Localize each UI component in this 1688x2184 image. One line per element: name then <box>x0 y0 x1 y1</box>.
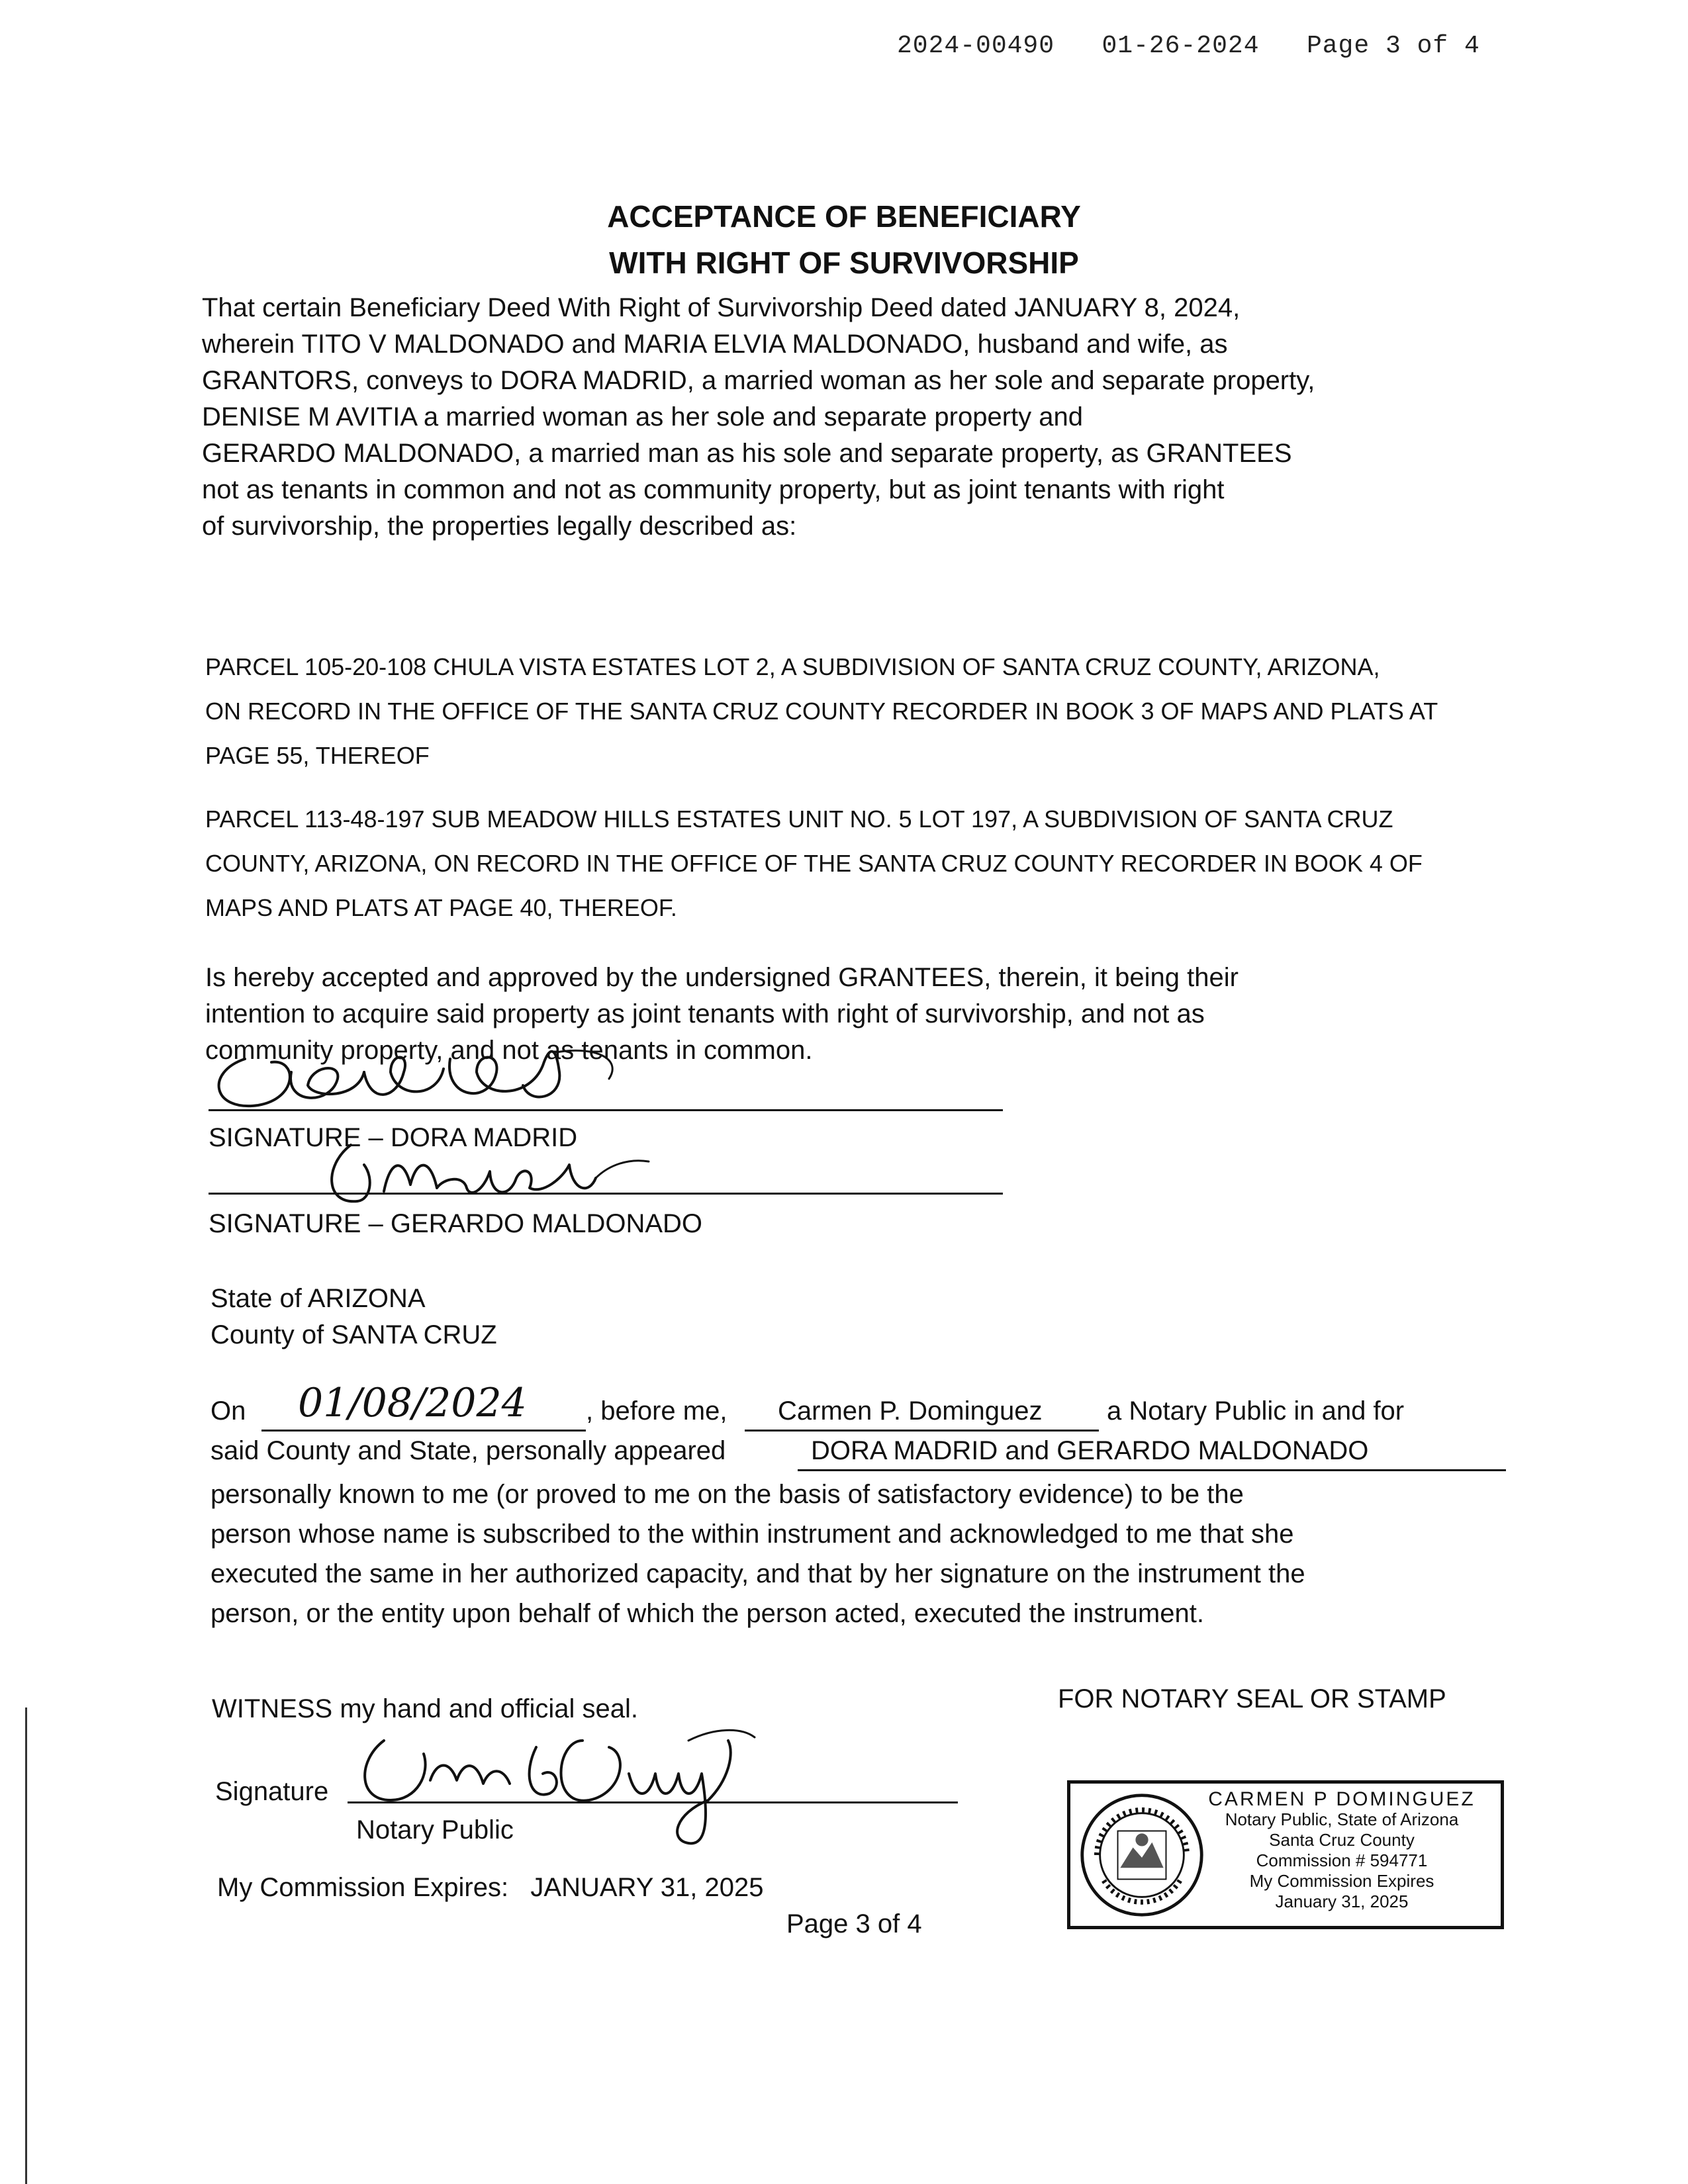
commission-block <box>217 1870 764 1906</box>
signature-dora-madrid <box>199 1032 629 1118</box>
document-title-line1: ACCEPTANCE OF BENEFICIARY <box>607 199 1081 234</box>
scan-edge-mark <box>25 1707 27 2184</box>
acknowledgement-body <box>211 1475 1305 1633</box>
recording-header <box>897 32 1480 60</box>
parcel-line: PARCEL 105-20-108 CHULA VISTA ESTATES LOT 2, A SUBDIVISION OF SANTA CRUZ COUNTY, ARIZONA, <box>205 653 1380 680</box>
document-title-line2: WITH RIGHT OF SURVIVORSHIP <box>609 246 1079 280</box>
parcel-line: COUNTY, ARIZONA, ON RECORD IN THE OFFICE OF THE SANTA CRUZ COUNTY RECORDER IN BOOK 4 OF <box>205 850 1423 877</box>
signature-label: Signature <box>215 1777 329 1806</box>
date-fill-line <box>261 1430 586 1432</box>
intro-paragraph <box>202 290 1315 545</box>
appeared-prefix: said County and State, personally appeared <box>211 1436 726 1465</box>
notary-suffix: a Notary Public in and for <box>1107 1396 1405 1426</box>
seal-heading: FOR NOTARY SEAL OR STAMP <box>1058 1684 1446 1713</box>
acceptance-line: intention to acquire said property as joint tenants with right of survivorship, and not as <box>205 999 1205 1028</box>
acknowledgement-date: 01/08/2024 <box>298 1380 527 1426</box>
acknowledgement-line: executed the same in her authorized capacity, and that by her signature on the instrument the <box>211 1559 1305 1588</box>
acceptance-line: Is hereby accepted and approved by the undersigned GRANTEES, therein, it being their <box>205 963 1239 992</box>
recording-number: 2024-00490 <box>897 32 1055 60</box>
intro-line: GRANTORS, conveys to DORA MADRID, a married woman as her sole and separate property, <box>202 366 1315 395</box>
parcel-description-1 <box>205 655 1438 768</box>
parcel-line: MAPS AND PLATS AT PAGE 40, THEREOF. <box>205 894 677 921</box>
stamp-notary-name: CARMEN P DOMINGUEZ <box>1208 1788 1476 1810</box>
intro-line: wherein TITO V MALDONADO and MARIA ELVIA MALDONADO, husband and wife, as <box>202 330 1228 359</box>
stamp-line: My Commission Expires <box>1249 1871 1434 1891</box>
notary-name-fill-line <box>745 1430 1099 1432</box>
intro-line: of survivorship, the properties legally described as: <box>202 512 797 541</box>
commission-date: JANUARY 31, 2025 <box>530 1873 764 1902</box>
intro-line: That certain Beneficiary Deed With Right of Survivorship Deed dated JANUARY 8, 2024, <box>202 293 1241 322</box>
venue-block <box>211 1281 497 1353</box>
appeared-names: DORA MADRID and GERARDO MALDONADO <box>811 1436 1369 1465</box>
header-page-stamp: Page 3 of 4 <box>1306 32 1480 60</box>
notary-public-label: Notary Public <box>356 1815 514 1844</box>
witness-text: WITNESS my hand and official seal. <box>212 1694 638 1723</box>
acknowledgement-line: person whose name is subscribed to the within instrument and acknowledged to me that she <box>211 1520 1294 1549</box>
footer-page-number: Page 3 of 4 <box>786 1909 922 1938</box>
before-me-label: , before me, <box>586 1396 727 1426</box>
stamp-line: Commission # 594771 <box>1256 1850 1428 1870</box>
parcel-line: PARCEL 113-48-197 SUB MEADOW HILLS ESTATES UNIT NO. 5 LOT 197, A SUBDIVISION OF SANTA CRUZ <box>205 805 1393 833</box>
commission-label: My Commission Expires: <box>217 1873 509 1902</box>
stamp-line: January 31, 2025 <box>1275 1891 1409 1911</box>
notary-name-filled: Carmen P. Dominguez <box>778 1396 1043 1426</box>
venue-state: State of ARIZONA <box>211 1284 426 1313</box>
notary-stamp-text <box>1183 1789 1501 1912</box>
signature-label-dora: SIGNATURE – DORA MADRID <box>209 1123 578 1152</box>
acknowledgement-line: personally known to me (or proved to me on the basis of satisfactory evidence) to be the <box>211 1480 1244 1509</box>
signature-label-gerardo: SIGNATURE – GERARDO MALDONADO <box>209 1209 703 1238</box>
on-label: On <box>211 1396 246 1426</box>
notary-signature <box>357 1701 768 1853</box>
recording-date: 01-26-2024 <box>1102 32 1260 60</box>
appeared-fill-line <box>798 1469 1506 1471</box>
intro-line: not as tenants in common and not as community property, but as joint tenants with right <box>202 475 1225 504</box>
stamp-line: Santa Cruz County <box>1269 1830 1415 1850</box>
acceptance-line: community property, and not as tenants in common. <box>205 1036 813 1065</box>
acknowledgement-line: person, or the entity upon behalf of which the person acted, executed the instrument. <box>211 1599 1204 1628</box>
intro-line: GERARDO MALDONADO, a married man as his sole and separate property, as GRANTEES <box>202 439 1292 468</box>
stamp-line: Notary Public, State of Arizona <box>1225 1809 1459 1829</box>
parcel-description-2 <box>205 807 1423 920</box>
signature-gerardo-maldonado <box>311 1138 655 1218</box>
intro-line: DENISE M AVITIA a married woman as her sole and separate property and <box>202 402 1084 432</box>
parcel-line: PAGE 55, THEREOF <box>205 742 430 769</box>
venue-county: County of SANTA CRUZ <box>211 1320 497 1349</box>
parcel-line: ON RECORD IN THE OFFICE OF THE SANTA CRUZ COUNTY RECORDER IN BOOK 3 OF MAPS AND PLATS AT <box>205 698 1438 725</box>
notary-stamp <box>1067 1780 1504 1929</box>
